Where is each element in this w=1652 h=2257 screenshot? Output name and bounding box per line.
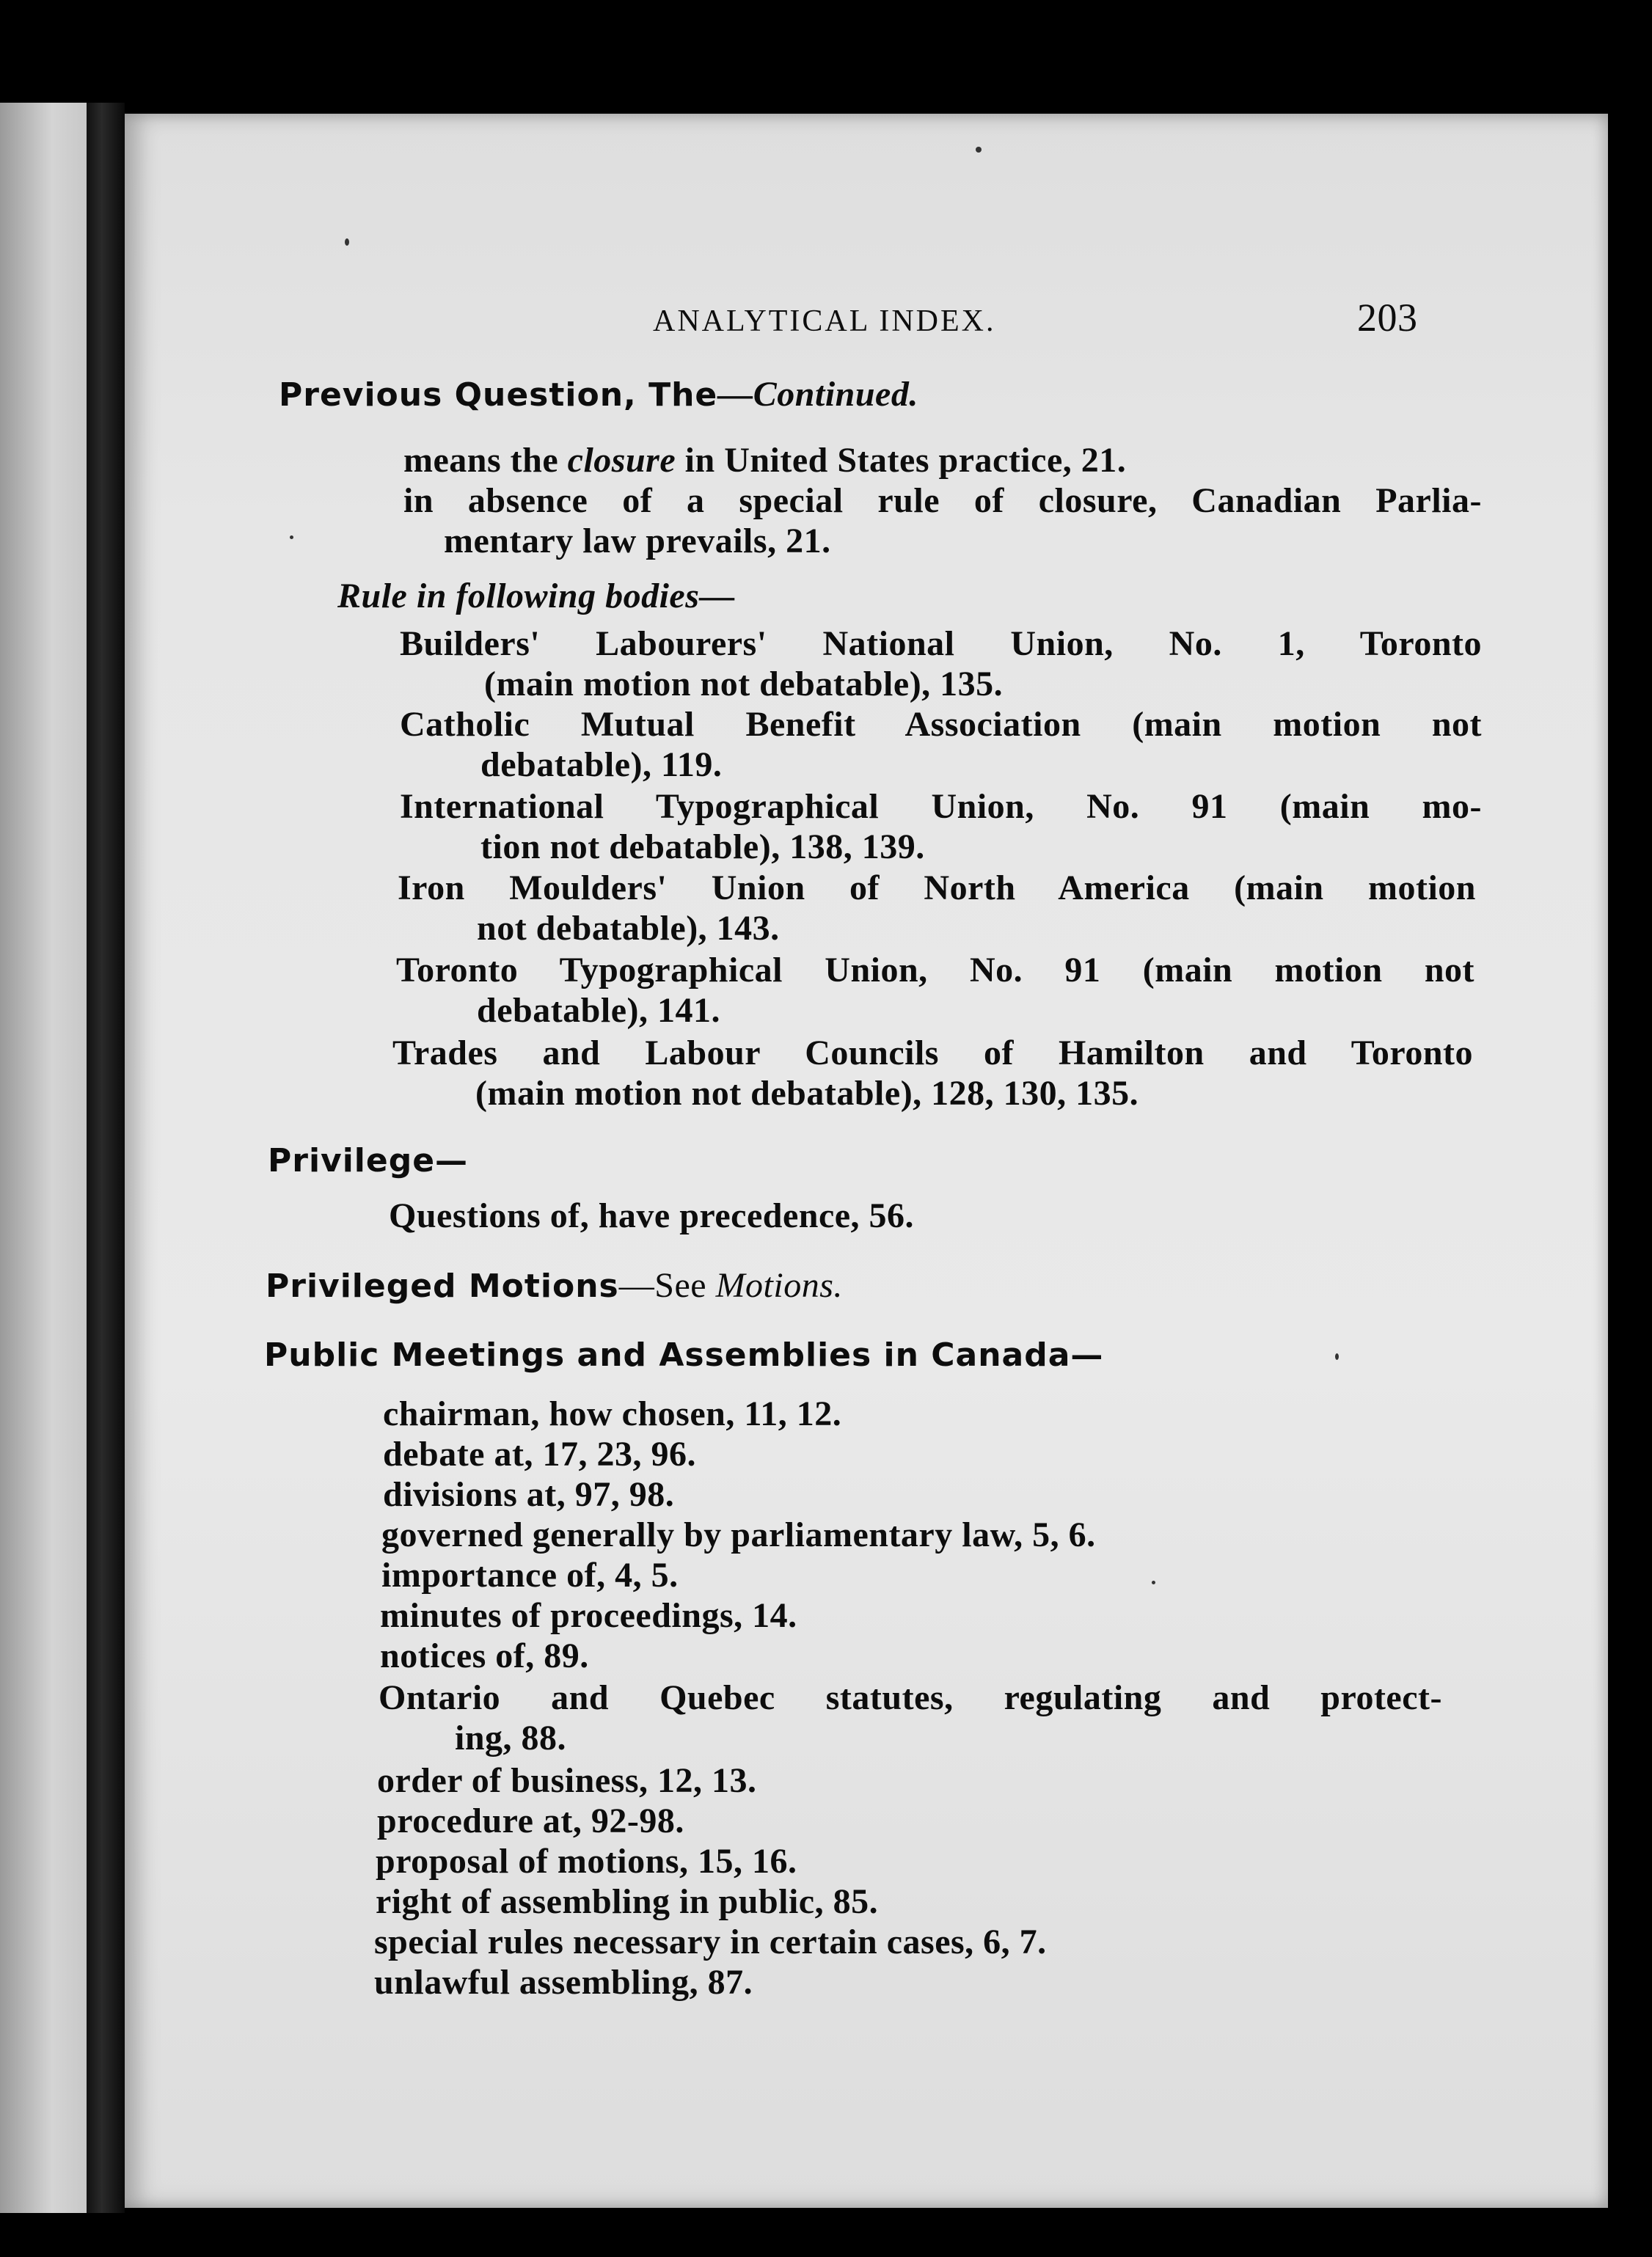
entry-catholic-mutual: Catholic Mutual Benefit Association (main motion not <box>400 705 1482 744</box>
scan-speck <box>1152 1581 1155 1584</box>
entry-procedure: procedure at, 92-98. <box>377 1801 684 1840</box>
entry-unlawful-assembling: unlawful assembling, 87. <box>374 1963 753 2002</box>
scan-speck <box>976 147 982 153</box>
entry-toronto-typographical-cont: debatable), 141. <box>477 991 720 1030</box>
subheading-rule-in-following-bodies: Rule in following bodies— <box>337 577 735 615</box>
italic-closure: closure <box>567 441 676 480</box>
entry-absence-continued: mentary law prevails, 21. <box>444 522 831 560</box>
scan-speck <box>1335 1353 1339 1360</box>
entry-text: means the closure in United States practice, 21. <box>403 441 1127 480</box>
entry-trades-labour-councils: Trades and Labour Councils of Hamilton and Toronto <box>392 1034 1473 1072</box>
entry-iron-moulders: Iron Moulders' Union of North America (main motion <box>398 868 1476 907</box>
index-heading-privileged-motions <box>266 1265 843 1307</box>
entry-chairman: chairman, how chosen, 11, 12. <box>383 1394 842 1433</box>
see-reference-prefix: —See <box>618 1266 716 1305</box>
entry-ontario-quebec-statutes: Ontario and Quebec statutes, regulating and protect- <box>379 1678 1442 1717</box>
entry-right-of-assembling: right of assembling in public, 85. <box>376 1882 879 1921</box>
entry-divisions: divisions at, 97, 98. <box>383 1475 675 1514</box>
entry-questions-precedence: Questions of, have precedence, 56. <box>389 1196 915 1235</box>
entry-iron-moulders-cont: not debatable), 143. <box>477 909 780 948</box>
entry-catholic-mutual-cont: debatable), 119. <box>480 745 723 784</box>
running-head: ANALYTICAL INDEX. <box>653 304 996 338</box>
heading-text: Privileged Motions <box>266 1267 619 1305</box>
entry-minutes: minutes of proceedings, 14. <box>380 1596 797 1635</box>
scan-speck <box>345 238 349 246</box>
index-heading-previous-question <box>279 374 918 416</box>
book-binding <box>87 103 125 2215</box>
entry-debate: debate at, 17, 23, 96. <box>383 1435 696 1474</box>
see-reference-target: Motions. <box>715 1266 843 1305</box>
entry-trades-labour-councils-cont: (main motion not debatable), 128, 130, 135. <box>475 1074 1139 1113</box>
previous-page-edge <box>0 103 87 2215</box>
entry-builders-labourers-cont: (main motion not debatable), 135. <box>484 665 1004 703</box>
entry-order-of-business: order of business, 12, 13. <box>377 1761 757 1800</box>
entry-builders-labourers: Builders' Labourers' National Union, No. 1, Toronto <box>400 624 1482 663</box>
entry-absence-special-rule: in absence of a special rule of closure, Canadian Parlia- <box>403 481 1482 520</box>
index-heading-privilege: Privilege— <box>268 1142 469 1179</box>
scanned-page <box>125 114 1608 2208</box>
entry-ontario-quebec-statutes-cont: ing, 88. <box>455 1719 567 1757</box>
entry-governed-generally: governed generally by parliamentary law, 5, 6. <box>381 1515 1096 1554</box>
entry-importance: importance of, 4, 5. <box>381 1556 679 1595</box>
entry-international-typographical: International Typographical Union, No. 91 (main mo- <box>400 787 1482 826</box>
scan-speck <box>290 535 293 539</box>
heading-text: Previous Question, The <box>279 376 718 414</box>
entry-proposal-of-motions: proposal of motions, 15, 16. <box>376 1842 797 1881</box>
entry-notices: notices of, 89. <box>380 1636 589 1675</box>
entry-international-typographical-cont: tion not debatable), 138, 139. <box>480 827 925 866</box>
entry-closure <box>403 440 1126 481</box>
scan-bottom-border <box>0 2213 1652 2257</box>
page-number: 203 <box>1357 296 1418 340</box>
entry-special-rules: special rules necessary in certain cases, 6, 7. <box>374 1923 1047 1961</box>
index-heading-public-meetings: Public Meetings and Assemblies in Canada— <box>264 1336 1104 1374</box>
heading-continued: —Continued. <box>717 375 918 414</box>
entry-toronto-typographical: Toronto Typographical Union, No. 91 (main motion not <box>396 951 1474 990</box>
